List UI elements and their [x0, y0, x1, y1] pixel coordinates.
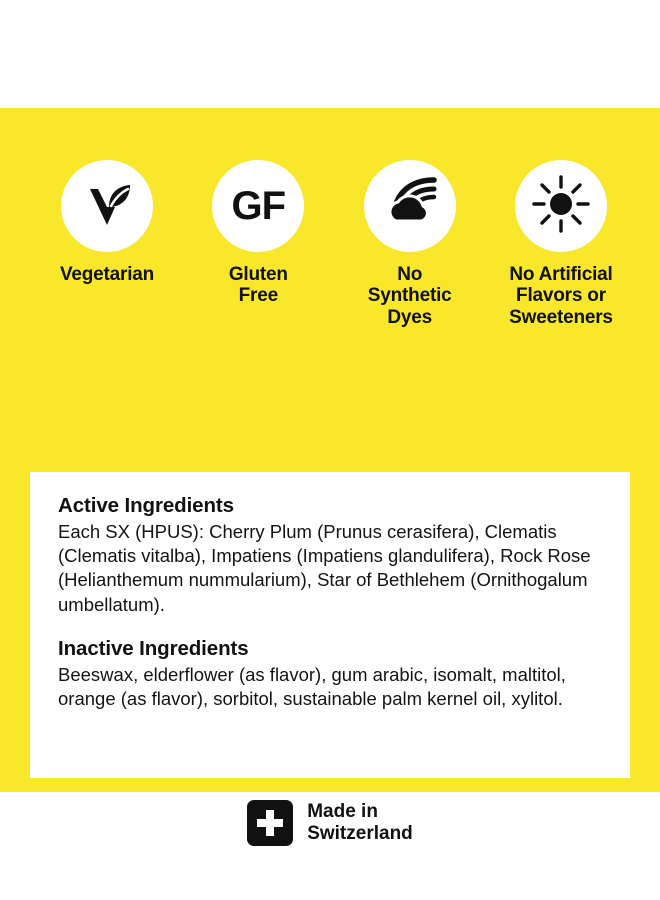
- yellow-background-panel: [0, 108, 660, 844]
- origin-text: [307, 801, 413, 845]
- vegetarian-sprout-icon: [76, 173, 138, 240]
- inactive-ingredients-heading: Inactive Ingredients: [58, 636, 249, 660]
- claims-badge-row: [34, 160, 634, 328]
- badge-no-synthetic-dyes: [337, 160, 483, 328]
- badge-no-artificial-flavors: [488, 160, 634, 328]
- active-ingredients-heading: Active Ingredients: [58, 494, 234, 517]
- ingredients-card: [30, 472, 630, 778]
- badge-circle-gluten-free: [212, 160, 304, 252]
- inactive-ingredients-text: Beeswax, elderflower (as flavor), gum arabic, isomalt, maltitol, orange (as flavor), sorbitol, sustainable palm kernel oil, xylitol.: [58, 663, 566, 710]
- swiss-cross-icon: [247, 800, 293, 846]
- origin-line-1: Made in: [307, 801, 378, 823]
- badge-circle-vegetarian: [61, 160, 153, 252]
- card-spacer: [58, 617, 602, 637]
- badge-vegetarian: [34, 160, 180, 285]
- badge-circle-no-synthetic-dyes: [364, 160, 456, 252]
- no-synthetic-dyes-rainbow-icon: [378, 174, 442, 239]
- origin-block: [0, 800, 660, 846]
- swiss-cross-horizontal-bar: [257, 819, 283, 827]
- gluten-free-icon: GF: [231, 184, 286, 228]
- badge-gluten-free: [185, 160, 331, 307]
- origin-line-2: Switzerland: [307, 823, 413, 844]
- badge-label-vegetarian: Vegetarian: [59, 264, 155, 285]
- badge-label-no-artificial-flavors: No Artificial Flavors or Sweeteners: [509, 264, 613, 328]
- active-ingredients-text: Each SX (HPUS): Cherry Plum (Prunus cerasifera), Clematis (Clematis vitalba), Impatiens (Impatiens glandulifera), Rock Rose (Helianthemum nummularium), Star of Bethlehem (Ornithogalum umbellatum).: [58, 521, 591, 615]
- badge-circle-no-artificial-flavors: [515, 160, 607, 252]
- badge-label-no-synthetic-dyes: No Synthetic Dyes: [367, 264, 452, 328]
- badge-label-gluten-free: Gluten Free: [228, 264, 288, 307]
- no-artificial-flavors-sun-icon: [530, 173, 592, 240]
